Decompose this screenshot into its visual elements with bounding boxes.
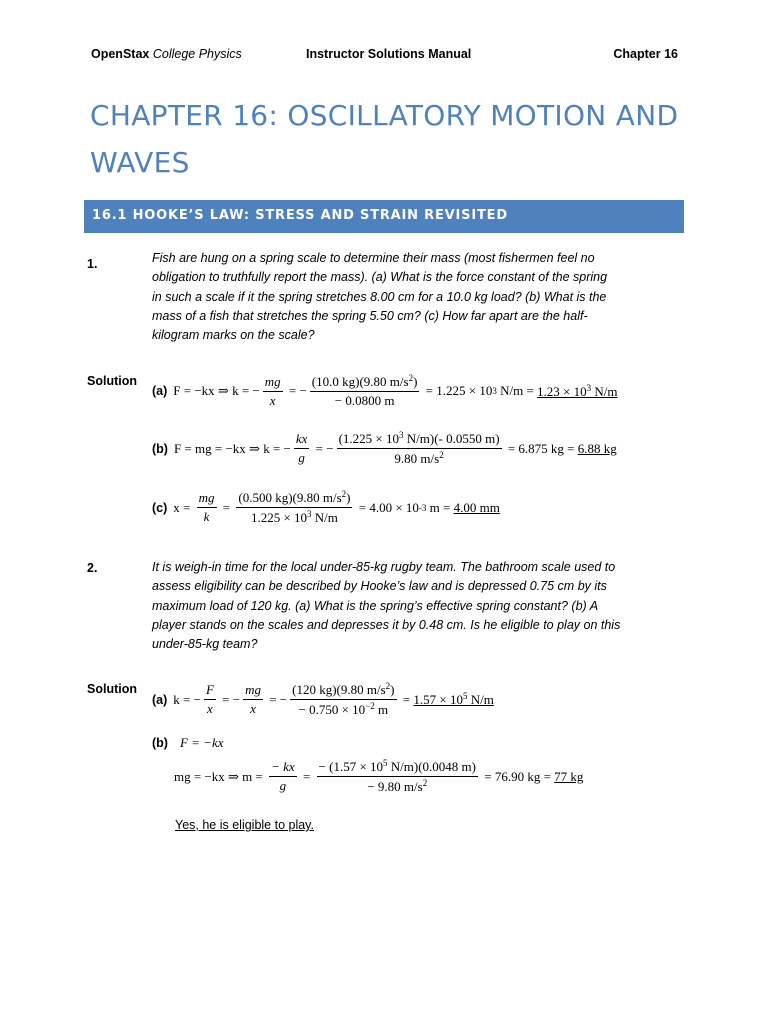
fraction: [317, 758, 478, 795]
chapter-title-line-1: CHAPTER 16: OSCILLATORY MOTION AND: [90, 99, 679, 132]
equation-1a: [152, 373, 618, 409]
denominator: x: [269, 392, 276, 408]
problem-2-solution-label: Solution: [87, 682, 137, 696]
eq-text: =: [399, 691, 414, 707]
problem-1-number: 1.: [87, 257, 98, 271]
problem-2-text: [152, 558, 672, 654]
eq-text: N/m: [591, 383, 618, 399]
eq-text: =: [219, 499, 234, 515]
fraction: [294, 431, 310, 466]
denominator: x: [250, 701, 256, 716]
fraction: [204, 682, 216, 717]
denominator: [365, 777, 429, 795]
eq-text: 1.225 × 10: [250, 510, 308, 525]
eq-text: − 0.750 × 10: [298, 702, 366, 717]
fraction: [337, 430, 502, 467]
eq-text: = 4.00 × 10: [355, 499, 419, 515]
fraction: [290, 681, 396, 718]
numerator: mg: [197, 490, 217, 508]
numerator: [236, 489, 352, 508]
eq-text: = −: [285, 383, 307, 398]
eq-text: = 76.90 kg =: [481, 768, 555, 784]
eq-text: = −: [265, 691, 288, 707]
eq-text: F = −kx ⇒ k = −: [173, 383, 260, 398]
eq-text: N/m: [467, 692, 494, 707]
equation-2b-line-2: [174, 758, 583, 795]
exponent: 2: [341, 489, 347, 499]
eq-text: x =: [173, 499, 194, 515]
section-heading: 16.1 HOOKE’S LAW: STRESS AND STRAIN REVISITED: [84, 200, 684, 233]
part-label-b: (b): [152, 736, 168, 750]
exponent: 5: [462, 691, 468, 701]
problem-2-line: assess eligibility can be described by Hooke’s law and is depressed 0.75 cm by its: [152, 579, 607, 594]
numerator: [290, 681, 396, 700]
problem-1-line: Fish are hung on a spring scale to determine their mass (most fishermen feel no: [152, 251, 595, 265]
chapter-title: [90, 92, 690, 186]
problem-1-text: [152, 249, 672, 345]
denominator: − 0.0800 m: [334, 393, 395, 408]
denominator: g: [298, 450, 305, 465]
numerator: mg: [263, 374, 283, 392]
fraction: [269, 759, 297, 794]
denominator: k: [203, 509, 210, 524]
numerator: mg: [243, 682, 263, 700]
denominator: [392, 449, 445, 467]
eq-text: (1.225 × 10: [338, 431, 400, 446]
answer-1c: 4.00 mm: [453, 499, 500, 515]
eq-text: N/m: [311, 510, 338, 525]
fraction: [197, 490, 217, 525]
eq-text: mg = −kx ⇒ m =: [174, 768, 267, 784]
exponent: 2: [408, 373, 414, 383]
eq-text: 9.80 m/s: [394, 451, 440, 466]
fraction: [243, 682, 263, 717]
eq-text: = 6.875 kg =: [504, 440, 578, 456]
eq-text: m: [374, 702, 389, 717]
numerator: [317, 758, 478, 777]
part-label-a: (a): [152, 384, 168, 398]
problem-1-line: in such a scale if it the spring stretches 8.00 cm for a 10.0 kg load? (b) What is the: [152, 289, 607, 304]
chapter-title-line-2: WAVES: [90, 146, 190, 179]
equation-2a: [152, 681, 494, 718]
exponent: 2: [385, 681, 391, 691]
eq-text: N/m =: [496, 383, 538, 398]
eq-text: m =: [426, 499, 454, 515]
problem-1-line: mass of a fish that stretches the spring 5.50 cm? (c) How far apart are the half-: [152, 308, 588, 323]
problem-2-conclusion: Yes, he is eligible to play.: [175, 818, 314, 832]
denominator: [249, 508, 340, 526]
eq-text: = 1.225 × 10: [422, 383, 493, 398]
numerator: F: [204, 682, 216, 700]
eq-text: − 9.80 m/s: [367, 779, 423, 794]
eq-text: ): [390, 682, 395, 697]
equation-1c: [152, 489, 500, 526]
part-label-b: (b): [152, 441, 168, 456]
exponent: 3: [307, 509, 312, 519]
denominator: [297, 700, 391, 718]
problem-1-line: kilogram marks on the scale?: [152, 328, 315, 343]
numerator: [310, 373, 420, 392]
eq-text: = −: [312, 440, 334, 456]
fraction: [263, 374, 283, 409]
problem-1-line: obligation to truthfully report the mass). (a) What is the force constant of the spring: [152, 270, 608, 285]
exponent: 5: [383, 758, 388, 768]
exponent: 2: [422, 778, 428, 788]
problem-1-solution-label: Solution: [87, 374, 137, 388]
problem-2-line: It is weigh-in time for the local under-85-kg rugby team. The bathroom scale used to: [152, 560, 616, 574]
numerator: [337, 430, 502, 449]
exponent: −2: [365, 701, 375, 711]
fraction: [236, 489, 352, 526]
eq-text: k = −: [173, 691, 201, 707]
eq-text: − (1.57 × 10: [318, 759, 384, 774]
header-manual: Instructor Solutions Manual: [306, 47, 472, 61]
answer-1a: [537, 383, 617, 400]
eq-text: =: [299, 768, 314, 784]
fraction: [310, 373, 420, 409]
eq-text: 1.57 × 10: [413, 692, 463, 707]
equation-1b: [152, 430, 617, 467]
numerator: − kx: [269, 759, 297, 777]
denominator: x: [207, 701, 213, 716]
eq-text: N/m)(0.0048 m): [387, 759, 476, 774]
eq-text: F = −kx: [179, 735, 224, 750]
answer-2b: 77 kg: [554, 768, 584, 784]
answer-1b: 6.88 kg: [577, 440, 617, 456]
eq-text: ): [413, 374, 418, 389]
eq-text: (0.500 kg)(9.80 m/s: [238, 490, 342, 505]
answer-2a: [413, 691, 493, 708]
exponent: 3: [399, 430, 404, 440]
eq-text: 1.23 × 10: [537, 383, 587, 399]
problem-2-line: player stands on the scales and depresses it by 0.48 cm. Is he eligible to play on this: [152, 617, 621, 632]
exponent: 3: [492, 386, 497, 396]
header-book-title: [91, 47, 242, 61]
denominator: g: [279, 778, 287, 793]
problem-2-number: 2.: [87, 561, 98, 575]
part-label-c: (c): [152, 500, 168, 515]
exponent: 3: [586, 382, 592, 393]
eq-text: ): [346, 490, 351, 505]
eq-text: (10.0 kg)(9.80 m/s: [311, 374, 409, 389]
header-chapter: Chapter 16: [613, 47, 678, 61]
eq-text: N/m)(- 0.0550 m): [403, 431, 500, 446]
header-book-brand: OpenStax: [91, 47, 150, 61]
problem-2-line: maximum load of 120 kg. (a) What is the spring’s effective spring constant? (b) A: [152, 598, 599, 613]
numerator: kx: [294, 431, 310, 449]
problem-2-line: under-85-kg team?: [152, 637, 258, 652]
eq-text: F = mg = −kx ⇒ k = −: [173, 440, 291, 456]
part-label-a: (a): [152, 692, 168, 707]
exponent: 2: [439, 450, 444, 460]
exponent: -3: [418, 502, 427, 513]
eq-text: = −: [218, 691, 241, 707]
header-book-rest: College Physics: [152, 47, 242, 61]
eq-text: (120 kg)(9.80 m/s: [292, 682, 386, 697]
equation-2b-line-1: [152, 735, 224, 751]
